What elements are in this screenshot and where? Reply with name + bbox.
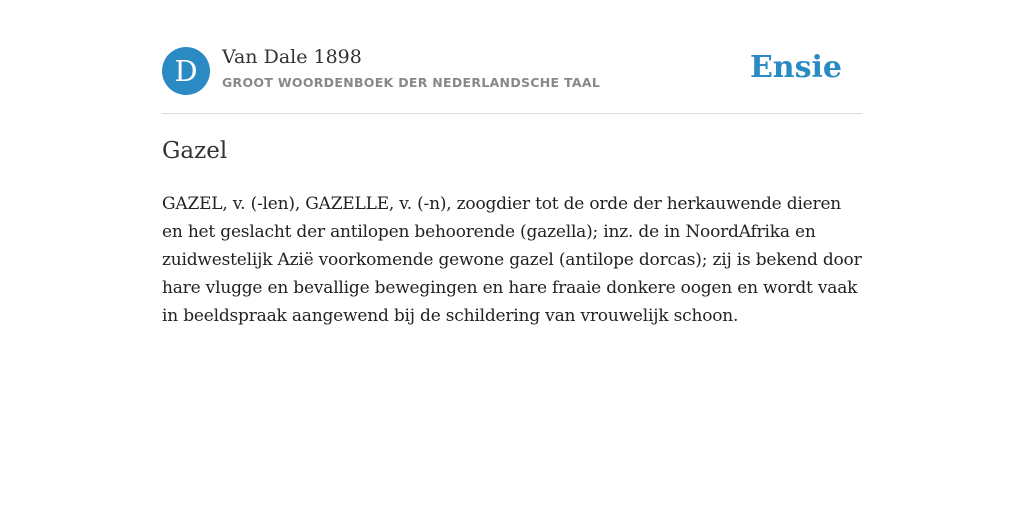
entry-definition: GAZEL, v. (-len), GAZELLE, v. (-n), zoogdier tot de orde der herkauwende dieren en het geslacht der antilopen behoorende (gazella); inz. de in NoordAfrika en zuidwestelijk Azië voorkomende gewone gazel (antilope dorcas); zij is bekend door hare vlugge en bevallige bewegingen en hare fraaie donkere oogen en wordt vaak in beeldspraak aangewend bij de schildering van vrouwelijk schoon. [162,194,862,326]
header-divider [162,113,862,114]
dictionary-header [162,46,862,96]
dictionary-title[interactable]: Van Dale 1898 [222,46,362,68]
entry-title: Gazel [162,138,228,164]
page [162,0,862,512]
dictionary-subtitle: GROOT WOORDENBOEK DER NEDERLANDSCHE TAAL [222,75,601,90]
dictionary-logo-icon[interactable]: D [162,47,210,95]
ensie-logo[interactable]: Ensie [749,50,842,85]
